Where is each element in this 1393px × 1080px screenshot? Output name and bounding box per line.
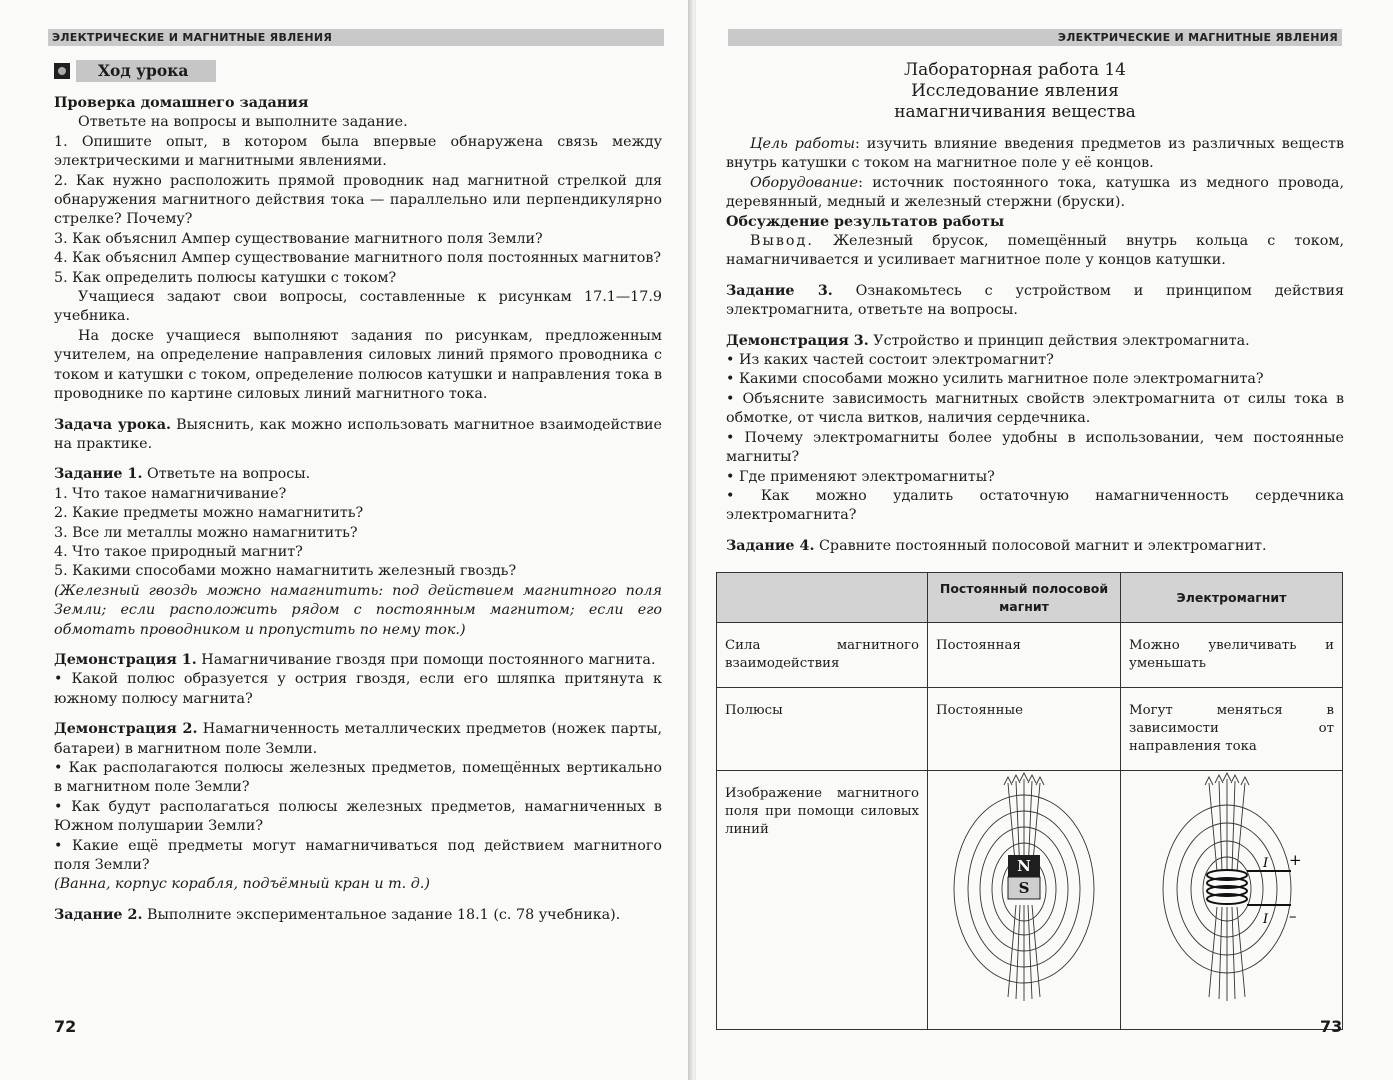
hw-intro: Ответьте на вопросы и выполните задание. (78, 114, 408, 131)
task-1-question-5: 5. Какими способами можно намагнитить железный гвоздь? (54, 563, 517, 580)
task-1: Задание 1. Ответьте на вопросы. (54, 466, 311, 483)
hw-question-5: 5. Как определить полюсы катушки с током? (54, 269, 397, 286)
right-running-head: ЭЛЕКТРИЧЕСКИЕ И МАГНИТНЫЕ ЯВЛЕНИЯ (728, 29, 1342, 46)
cell-electromagnet-field (1121, 771, 1343, 1030)
demo-2-answer: (Ванна, корпус корабля, подъёмный кран и т. д.) (54, 876, 430, 893)
table-row (717, 771, 1343, 1030)
demo-2-question-1: • Как располагаются полюсы железных предметов, помещённых вертикально в магнитном поле Земли? (54, 759, 662, 798)
discussion-heading: Обсуждение результатов работы (726, 213, 1005, 230)
section-marker-icon (54, 63, 70, 79)
cell-force-electromagnet: Можно увеличивать и уменьшать (1121, 623, 1343, 688)
magnet-s-label: S (1018, 879, 1030, 897)
table-row (717, 623, 1343, 688)
table-col-permanent: Постоянный полосовой магнит (928, 573, 1121, 623)
lab-equipment: Оборудование: источник постоянного тока, катушка из медного провода, деревянный, медный и железный стержни (бруски). (726, 174, 1344, 211)
task-1-question-3: 3. Все ли металлы можно намагнитить? (54, 524, 358, 541)
lab-title: Лабораторная работа 14 Исследование явления намагничивания вещества (894, 60, 1136, 122)
coil-current-top-label: I (1263, 856, 1269, 871)
demo-2: Демонстрация 2. Намагниченность металлических предметов (ножек парты, батареи) в магнитном поле Земли. (54, 721, 662, 757)
right-page-number: 73 (1320, 1017, 1343, 1036)
coil-current-bottom-label: I (1263, 912, 1269, 927)
right-text-column (726, 60, 1344, 556)
demo-3-question-3: • Объясните зависимость магнитных свойств электромагнита от силы тока в обмотке, от числа витков, наличия сердечника. (726, 390, 1344, 429)
task-1-answer: (Железный гвоздь можно намагнитить: под действием магнитного поля Земли; если расположить рядом с постоянным магнитом; если его обмотать проводником и пропустить по нему ток.) (54, 582, 662, 638)
row-label-poles: Полюсы (717, 688, 928, 771)
demo-2-question-3: • Какие ещё предметы могут намагничиваться под действием магнитного поля Земли? (54, 837, 662, 876)
section-heading (54, 60, 662, 82)
magnet-n-label: N (1017, 857, 1031, 875)
cell-force-permanent: Постоянная (928, 623, 1121, 688)
hw-question-3: 3. Как объяснил Ампер существование магнитного поля Земли? (54, 230, 543, 247)
task-2: Задание 2. Выполните экспериментальное задание 18.1 (с. 78 учебника). (54, 906, 621, 923)
lesson-goal: Задача урока. Выяснить, как можно использовать магнитное взаимодействие на практике. (54, 416, 662, 452)
hw-heading: Проверка домашнего задания (54, 95, 309, 111)
lab-conclusion: Вывод. Железный брусок, помещённый внутрь кольца с током, намагничивается и усиливает магнитное поле у концов катушки. (726, 233, 1344, 269)
row-label-force: Сила магнитного взаимодействия (717, 623, 928, 688)
task-3: Задание 3. Ознакомьтесь с устройством и принципом действия электромагнита, ответьте на вопросы. (726, 282, 1345, 319)
bar-magnet-field-diagram (928, 771, 1120, 1023)
demo-3-question-2: • Какими способами можно усилить магнитное поле электромагнита? (726, 370, 1344, 389)
table-header-row (717, 573, 1343, 623)
section-label: Ход урока (76, 60, 216, 82)
hw-question-4: 4. Как объяснил Ампер существование магнитного поля постоянных магнитов? (54, 250, 662, 267)
task-1-question-2: 2. Какие предметы можно намагнитить? (54, 505, 364, 522)
hw-paragraph-2: На доске учащиеся выполняют задания по рисункам, предложенным учителем, на определение направления силовых линий прямого проводника с током и катушки с током, определение полюсов катушки и направления тока в проводнике по картине силовых линий магнитного тока. (54, 327, 662, 403)
hw-question-2: 2. Как нужно расположить прямой проводник над магнитной стрелкой для обнаружения магнитного действия тока — параллельно или перпендикулярно стрелке? Почему? (54, 172, 662, 228)
table-row (717, 688, 1343, 771)
hw-question-1: 1. Опишите опыт, в котором была впервые обнаружена связь между электрическими и магнитными явлениями. (54, 133, 662, 170)
demo-3-question-1: • Из каких частей состоит электромагнит? (726, 351, 1344, 370)
comparison-table (716, 572, 1343, 1030)
coil-field-diagram (1121, 771, 1342, 1023)
lab-aim: Цель работы: изучить влияние введения предметов из различных веществ внутрь катушки с током на магнитное поле у её концов. (726, 136, 1344, 172)
task-1-question-1: 1. Что такое намагничивание? (54, 485, 287, 502)
demo-1-question: • Какой полюс образуется у острия гвоздя, если его шляпка притянута к южному полюсу магнита? (54, 670, 662, 709)
left-running-head: ЭЛЕКТРИЧЕСКИЕ И МАГНИТНЫЕ ЯВЛЕНИЯ (48, 29, 664, 46)
demo-3: Демонстрация 3. Устройство и принцип действия электромагнита. (726, 332, 1250, 349)
table-corner-cell (717, 573, 928, 623)
table-col-electromagnet: Электромагнит (1121, 573, 1343, 623)
left-text-column (54, 60, 662, 925)
cell-bar-magnet-field (928, 771, 1121, 1030)
demo-2-question-2: • Как будут располагаться полюсы железных предметов, намагниченных в Южном полушарии Земли? (54, 798, 662, 837)
cell-poles-electromagnet: Могут меняться в зависимости от направления тока (1121, 688, 1343, 771)
task-4: Задание 4. Сравните постоянный полосовой магнит и электромагнит. (726, 537, 1267, 554)
coil-minus-terminal: – (1289, 907, 1297, 925)
coil-plus-terminal: + (1289, 851, 1302, 869)
cell-poles-permanent: Постоянные (928, 688, 1121, 771)
task-1-question-4: 4. Что такое природный магнит? (54, 543, 303, 560)
demo-3-question-4: • Почему электромагниты более удобны в использовании, чем постоянные магниты? (726, 429, 1344, 468)
left-page-number: 72 (54, 1017, 77, 1036)
row-label-field-image: Изображение магнитного поля при помощи силовых линий (717, 771, 928, 1030)
demo-3-question-5: • Где применяют электромагниты? (726, 468, 1344, 487)
demo-1: Демонстрация 1. Намагничивание гвоздя при помощи постоянного магнита. (54, 651, 656, 668)
demo-3-question-6: • Как можно удалить остаточную намагниченность сердечника электромагнита? (726, 487, 1344, 526)
hw-paragraph-1: Учащиеся задают свои вопросы, составленные к рисункам 17.1—17.9 учебника. (54, 289, 662, 325)
